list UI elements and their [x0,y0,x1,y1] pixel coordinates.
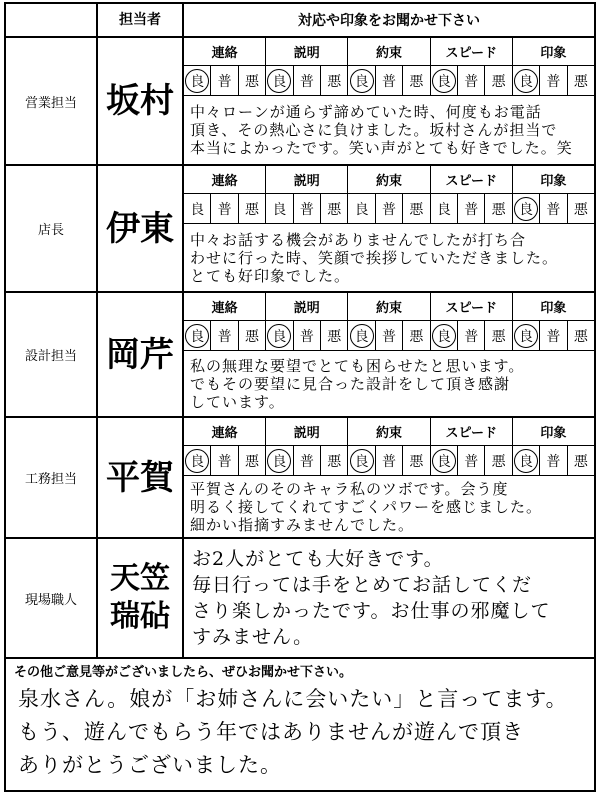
option-good: 良 [266,66,293,95]
staff-name: 天笠 [110,561,170,596]
rating-group-explanation [266,446,348,475]
staff-name: 瑞砧 [110,599,170,634]
role-label: 現場職人 [6,539,98,657]
category-speed: スピード [431,293,513,320]
category-explanation: 説明 [266,293,348,320]
comment-line: 本当によかったです。笑い声がとても好きでした。笑 [190,139,573,157]
option-good: 良 [348,446,375,475]
category-explanation: 説明 [266,418,348,445]
rating-block [184,38,594,96]
comment-line: 中々ローンが通らず諦めていた時、何度もお電話 [190,103,542,121]
person-column-title: 担当者 [119,12,161,28]
option-good: 良 [348,321,375,350]
option-good: 良 [513,446,540,475]
option-average: 普 [294,446,321,475]
option-bad: 悪 [245,328,260,345]
option-average: 普 [211,66,238,95]
option-average: 普 [540,66,567,95]
option-bad: 悪 [491,328,506,345]
option-bad: 悪 [409,328,424,345]
category-impression: 印象 [540,46,567,61]
comment-line: 中々お話する機会がありませんでしたが打ち合 [190,230,527,249]
option-average: 普 [376,194,403,223]
option-good: 良 [184,194,211,223]
category-explanation: 説明 [266,38,348,65]
staff-row-store-manager [6,166,594,293]
option-average: 普 [294,321,321,350]
comment-line: でもその要望に見合った設計をして頂き感謝 [190,374,511,393]
option-average: 普 [211,446,238,475]
rating-group-impression [513,321,594,350]
staff-row-design [6,293,594,418]
staff-name: 岡芹 [106,334,174,375]
other-comments-prompt: その他ご意見等がございましたら、ぜひお聞かせ下さい。 [14,665,353,680]
staff-row-sales [6,38,594,166]
category-promise: 約束 [348,293,430,320]
feedback-area [184,38,594,164]
option-bad: 悪 [573,73,588,90]
comment-line: 細かい指摘すみませんでした。 [190,515,415,534]
rating-block [184,418,594,476]
role-label: 設計担当 [6,293,98,416]
staff-name-handwritten [98,38,184,164]
category-promise: 約束 [348,418,430,445]
other-comment-line: 泉水さん。娘が「お姉さんに会いたい」と言ってます。 [18,687,568,711]
feedback-area [184,539,594,657]
rating-category-header [184,293,594,321]
rating-group-promise [348,446,430,475]
rating-group-speed [431,66,513,95]
option-bad: 悪 [327,201,342,218]
rating-group-explanation [266,321,348,350]
rating-category-header [184,418,594,446]
feedback-area [184,418,594,537]
comment-line: すみません。 [192,626,314,648]
option-good: 良 [513,321,540,350]
rating-group-explanation [266,66,348,95]
handwritten-comment [184,96,594,164]
role-label: 工務担当 [6,418,98,537]
rating-block [184,293,594,351]
rating-group-promise [348,66,430,95]
option-good: 良 [431,194,458,223]
rating-group-speed [431,194,513,223]
rating-group-promise [348,321,430,350]
staff-name-handwritten [98,166,184,291]
staff-name: 平賀 [106,457,174,498]
category-promise: 約束 [348,38,430,65]
option-bad: 悪 [409,201,424,218]
option-good: 良 [266,446,293,475]
rating-group-impression [513,66,594,95]
comment-line: 私の無理な要望でとても困らせたと思います。 [190,356,525,375]
option-bad: 悪 [245,73,260,90]
category-promise: 約束 [348,166,430,193]
comment-line: 頂き、その熱心さに負けました。坂村さんが担当で [190,121,558,139]
option-good: 良 [431,446,458,475]
option-good: 良 [513,66,540,95]
option-average: 普 [540,446,567,475]
rating-category-header [184,38,594,66]
rating-group-speed [431,321,513,350]
rating-options-row [184,446,594,476]
rating-group-promise [348,194,430,223]
other-comment-line: ありがとうございました。 [18,753,282,777]
option-average: 普 [211,194,238,223]
person-column-header [98,4,184,36]
category-speed: スピード [431,418,513,445]
option-average: 普 [458,321,485,350]
option-bad: 悪 [573,453,588,470]
option-average: 普 [458,194,485,223]
comment-line: しています。 [190,392,285,411]
staff-name-handwritten [98,293,184,416]
role-label: 営業担当 [6,38,98,164]
rating-group-contact [184,66,266,95]
option-bad: 悪 [409,453,424,470]
option-good: 良 [431,66,458,95]
option-average: 普 [294,66,321,95]
option-good: 良 [513,194,540,223]
feedback-form [4,2,596,792]
staff-name: 伊東 [106,208,174,249]
option-bad: 悪 [573,328,588,345]
category-speed: スピード [431,38,513,65]
feedback-column-title: 対応や印象をお聞かせ下さい [298,13,480,29]
option-average: 普 [540,321,567,350]
rating-group-contact [184,446,266,475]
comment-line: 毎日行っては手をとめてお話してくだ [192,574,533,596]
comment-line: わせに行った時、笑顔で挨拶していただきました。 [190,248,559,267]
staff-row-construction [6,418,594,539]
handwritten-comment [184,351,594,416]
option-average: 普 [376,321,403,350]
category-contact: 連絡 [184,166,266,193]
category-contact: 連絡 [184,38,266,65]
option-bad: 悪 [327,73,342,90]
staff-row-site-craftsmen [6,539,594,659]
option-bad: 悪 [245,453,260,470]
feedback-column-header [184,4,594,36]
option-average: 普 [540,194,567,223]
feedback-area [184,293,594,416]
rating-options-row [184,321,594,351]
category-contact: 連絡 [184,418,266,445]
role-label: 店長 [6,166,98,291]
comment-line: 明るく接してくれてすごくパワーを感じました。 [190,497,543,516]
option-good: 良 [266,321,293,350]
option-bad: 悪 [491,453,506,470]
category-contact: 連絡 [184,293,266,320]
option-good: 良 [184,321,211,350]
option-good: 良 [184,66,211,95]
staff-name-handwritten [98,539,184,657]
option-average: 普 [376,446,403,475]
staff-name-handwritten [98,418,184,537]
rating-group-impression [513,446,594,475]
option-good: 良 [348,66,375,95]
option-average: 普 [211,321,238,350]
rating-category-header [184,166,594,194]
option-good: 良 [348,194,375,223]
comment-line: とても好印象でした。 [190,266,351,285]
rating-block [184,166,594,224]
handwritten-comment [184,539,594,657]
form-header-row [6,4,594,38]
feedback-area [184,166,594,291]
option-average: 普 [458,446,485,475]
comment-line: お2人がとても大好きです。 [192,548,444,570]
rating-options-row [184,66,594,96]
corner-cell [6,4,98,36]
other-comment-line: もう、遊んでもらう年ではありませんが遊んで頂き [18,720,524,744]
option-average: 普 [458,66,485,95]
comment-line: さり楽しかったです。お仕事の邪魔して [192,600,551,622]
comment-line: 平賀さんのそのキャラ私のツボです。会う度 [190,479,509,498]
option-average: 普 [294,194,321,223]
rating-group-explanation [266,194,348,223]
option-good: 良 [266,194,293,223]
category-impression: 印象 [540,426,567,441]
option-bad: 悪 [327,328,342,345]
option-good: 良 [431,321,458,350]
rating-group-speed [431,446,513,475]
option-bad: 悪 [327,453,342,470]
rating-group-impression [513,194,594,223]
category-explanation: 説明 [266,166,348,193]
staff-name: 坂村 [106,81,174,121]
rating-group-contact [184,321,266,350]
option-bad: 悪 [245,201,260,218]
option-bad: 悪 [573,201,588,218]
option-average: 普 [376,66,403,95]
handwritten-comment [184,476,594,537]
category-impression: 印象 [540,301,567,316]
handwritten-comment [184,224,594,291]
rating-options-row [184,194,594,224]
category-speed: スピード [431,166,513,193]
rating-group-contact [184,194,266,223]
category-impression: 印象 [540,174,567,189]
other-comments-section [6,659,594,790]
option-bad: 悪 [409,73,424,90]
option-good: 良 [184,446,211,475]
option-bad: 悪 [491,201,506,218]
option-bad: 悪 [491,73,506,90]
